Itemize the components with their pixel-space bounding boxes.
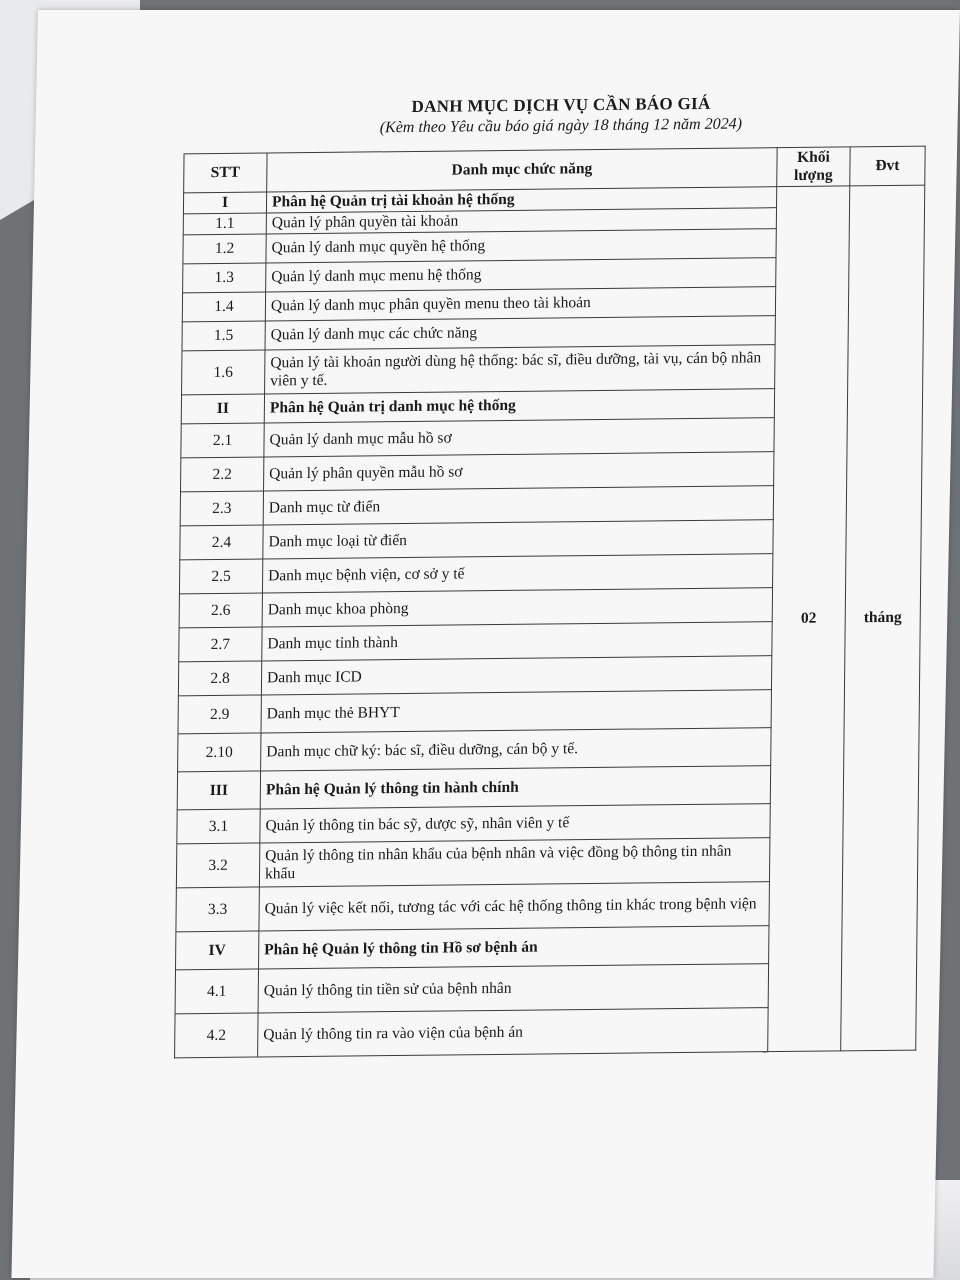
row-stt: 2.2	[181, 457, 264, 492]
row-name: Danh mục từ điển	[263, 486, 773, 525]
row-name: Danh mục tỉnh thành	[262, 622, 772, 661]
row-name: Danh mục loại từ điển	[263, 520, 773, 559]
row-stt: 2.3	[180, 491, 263, 526]
row-stt: 1.1	[183, 213, 266, 235]
row-name: Quản lý thông tin tiền sử của bệnh nhân	[258, 964, 769, 1013]
row-name: Quản lý danh mục quyền hệ thống	[266, 229, 776, 263]
row-stt: 4.1	[175, 969, 258, 1014]
row-name: Phân hệ Quản trị tài khoản hệ thống	[266, 187, 776, 213]
row-stt: 3.1	[177, 809, 260, 844]
header-name: Danh mục chức năng	[267, 148, 777, 192]
row-stt: 1.2	[183, 234, 266, 264]
row-name: Quản lý việc kết nối, tương tác với các hệ thống thông tin khác trong bệnh viện	[259, 882, 770, 931]
header-unit: Đvt	[850, 146, 925, 186]
service-table	[174, 146, 926, 1059]
row-name: Danh mục ICD	[261, 656, 771, 695]
row-stt: 1.6	[182, 350, 265, 395]
row-name: Phân hệ Quản trị danh mục hệ thống	[264, 389, 774, 423]
row-stt: 1.4	[182, 292, 265, 322]
row-stt: 2.6	[179, 593, 262, 628]
row-name: Phân hệ Quản lý thông tin Hồ sơ bệnh án	[259, 926, 769, 969]
row-name: Quản lý thông tin bác sỹ, dược sỹ, nhân viên y tế	[260, 804, 770, 843]
row-name: Danh mục bệnh viện, cơ sở y tế	[262, 554, 772, 593]
unit-cell: tháng	[841, 185, 925, 1051]
row-stt: 2.1	[181, 423, 264, 458]
row-stt: II	[181, 394, 264, 424]
document-subtitle: (Kèm theo Yêu cầu báo giá ngày 18 tháng 12 năm 2024)	[379, 115, 743, 137]
row-name: Phân hệ Quản lý thông tin hành chính	[260, 766, 770, 809]
document-page	[11, 10, 960, 1278]
quantity-cell: 02	[768, 186, 850, 1052]
row-stt: 3.2	[176, 843, 259, 888]
row-stt: IV	[176, 931, 259, 970]
row-stt: 2.4	[180, 525, 263, 560]
row-name: Danh mục khoa phòng	[262, 588, 772, 627]
row-name: Quản lý tài khoản người dùng hệ thống: bác sĩ, điều dưỡng, tài vụ, cán bộ nhân viên y tế.	[265, 345, 776, 394]
row-name: Quản lý danh mục phân quyền menu theo tài khoản	[265, 287, 775, 321]
row-name: Danh mục chữ ký: bác sĩ, điều dưỡng, cán bộ y tế.	[261, 728, 771, 771]
document-content	[116, 92, 926, 1059]
document-title: DANH MỤC DỊCH VỤ CẦN BÁO GIÁ	[411, 93, 711, 117]
row-name: Quản lý phân quyền mẫu hồ sơ	[264, 452, 774, 491]
row-stt: 2.7	[179, 627, 262, 662]
header-quantity: Khối lượng	[777, 147, 850, 187]
header-stt: STT	[184, 153, 267, 193]
row-name: Quản lý danh mục các chức năng	[265, 316, 775, 350]
row-name: Quản lý danh mục menu hệ thống	[266, 258, 776, 292]
row-stt: 4.2	[175, 1013, 258, 1058]
row-name: Danh mục thẻ BHYT	[261, 690, 771, 733]
row-stt: 2.8	[178, 661, 261, 696]
row-stt: 3.3	[176, 887, 259, 932]
row-stt: 2.10	[178, 733, 261, 772]
row-name: Quản lý thông tin nhân khẩu của bệnh nhân và việc đồng bộ thông tin nhân khẩu	[259, 838, 770, 887]
row-name: Quản lý danh mục mẫu hồ sơ	[264, 418, 774, 457]
row-stt: I	[183, 192, 266, 214]
row-stt: 2.5	[179, 559, 262, 594]
row-stt: 1.5	[182, 321, 265, 351]
row-stt: 2.9	[178, 695, 261, 734]
row-name: Quản lý phân quyền tài khoản	[266, 208, 776, 234]
row-name: Quản lý thông tin ra vào viện của bệnh án	[258, 1008, 769, 1057]
row-stt: 1.3	[183, 263, 266, 293]
row-stt: III	[177, 771, 260, 810]
